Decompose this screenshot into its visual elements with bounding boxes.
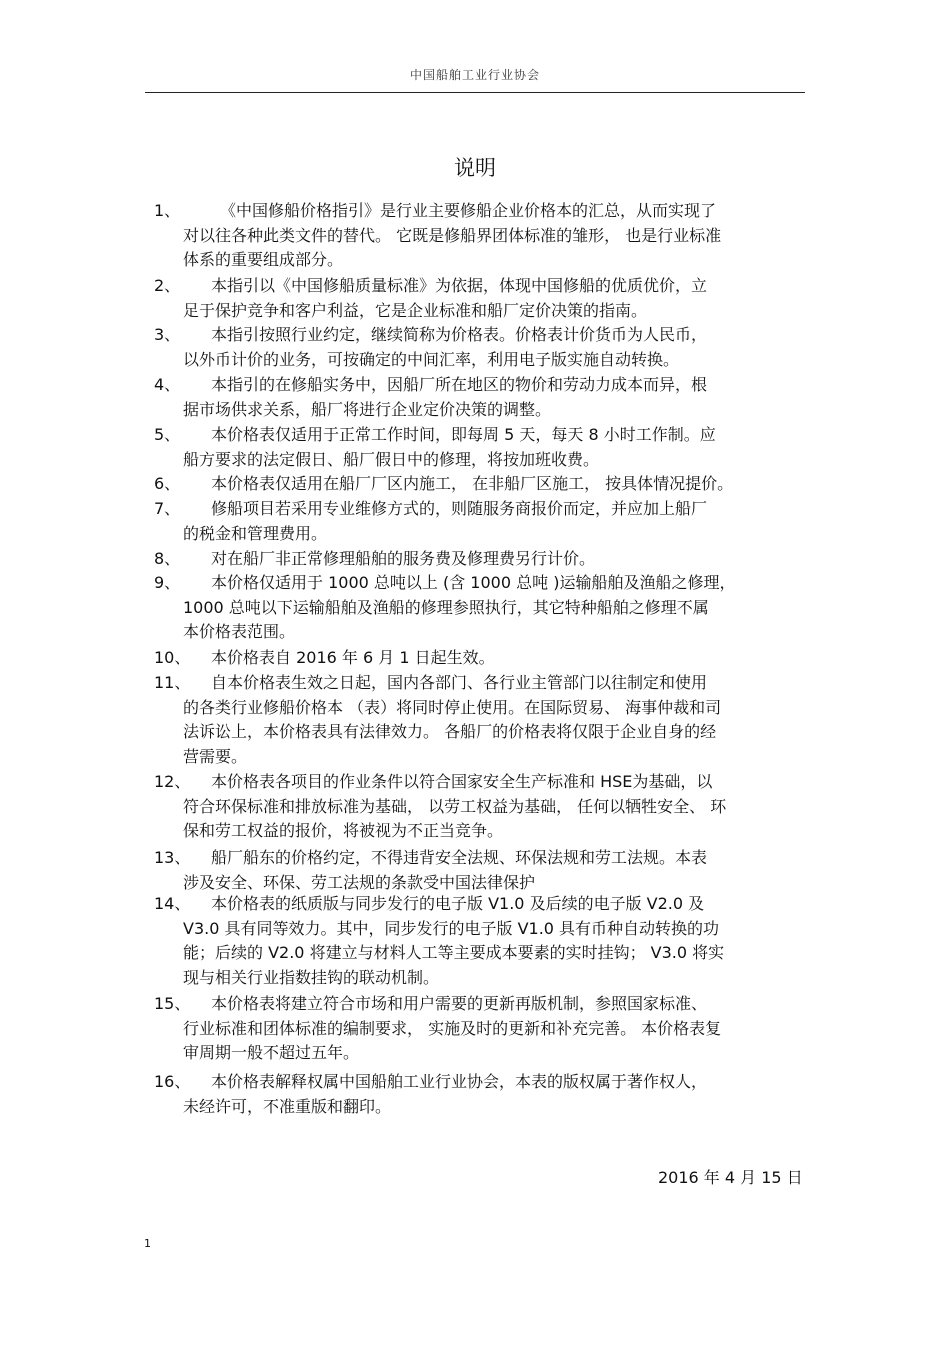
- clause-text-line: 本价格表解释权属中国船舶工业行业协会，本表的版权属于著作权人，: [211, 1072, 708, 1091]
- clause-text-line: 修船项目若采用专业维修方式的，则随服务商报价而定，并应加上船厂: [211, 499, 708, 518]
- clause-text-line: 本价格表将建立符合市场和用户需要的更新再版机制，参照国家标准、: [211, 994, 708, 1013]
- document-date: 2016 年 4 月 15 日: [658, 1168, 803, 1187]
- clause-number: 14、: [154, 894, 191, 913]
- clause-text-line: 本指引按照行业约定，继续简称为价格表。价格表计价货币为人民币，: [211, 325, 708, 344]
- clause-text-line: 本指引以《中国修船质量标准》为依据，体现中国修船的优质优价，立: [211, 276, 708, 295]
- clause-text-line: 的各类行业修船价格本 （表）将同时停止使用。在国际贸易、 海事仲裁和司: [183, 697, 722, 717]
- clause-text-line: 本价格表范围。: [183, 622, 296, 642]
- clause-text-line: 能；后续的 V2.0 将建立与材料人工等主要成本要素的实时挂钩； V3.0 将实: [183, 943, 725, 963]
- clause-number: 15、: [154, 994, 191, 1013]
- clause-text-line: 本价格仅适用于 1000 总吨以上 (含 1000 总吨 )运输船舶及渔船之修理，: [211, 573, 736, 592]
- clause-number: 8、: [154, 549, 181, 568]
- clause-number: 12、: [154, 772, 191, 791]
- clause-text-line: 据市场供求关系，船厂将进行企业定价决策的调整。: [183, 399, 552, 419]
- clause-text-line: 本价格表仅适用于正常工作时间，即每周 5 天，每天 8 小时工作制。应: [211, 425, 716, 444]
- clause-text-line: 本价格表自 2016 年 6 月 1 日起生效。: [211, 648, 495, 667]
- page-number: 1: [144, 1237, 151, 1250]
- clause-text-line: 审周期一般不超过五年。: [183, 1043, 360, 1063]
- clause-number: 13、: [154, 848, 191, 867]
- clause-text-line: 营需要。: [183, 746, 248, 766]
- clause-number: 1、: [154, 201, 181, 220]
- clause-text-line: 1000 总吨以下运输船舶及渔船的修理参照执行，其它特种船舶之修理不属: [183, 597, 709, 617]
- clause-number: 4、: [154, 375, 181, 394]
- clause-number: 9、: [154, 573, 181, 592]
- clause-number: 11、: [154, 673, 191, 692]
- clause-number: 3、: [154, 325, 181, 344]
- clause-number: 5、: [154, 425, 181, 444]
- clause-number: 6、: [154, 474, 181, 493]
- clause-text-line: 船方要求的法定假日、船厂假日中的修理，将按加班收费。: [183, 449, 600, 469]
- clause-text-line: 的税金和管理费用。: [183, 523, 328, 543]
- clause-text-line: 符合环保标准和排放标准为基础， 以劳工权益为基础， 任何以牺牲安全、 环: [183, 796, 727, 816]
- clause-text-line: 行业标准和团体标准的编制要求， 实施及时的更新和补充完善。 本价格表复: [183, 1018, 722, 1038]
- clause-text-line: 对在船厂非正常修理船舶的服务费及修理费另行计价。: [211, 549, 596, 568]
- clause-number: 2、: [154, 276, 181, 295]
- clause-number: 16、: [154, 1072, 191, 1091]
- clause-text-line: 船厂船东的价格约定，不得违背安全法规、环保法规和劳工法规。本表: [211, 848, 708, 867]
- clause-text-line: 自本价格表生效之日起，国内各部门、各行业主管部门以往制定和使用: [211, 673, 708, 692]
- clause-text-line: 本价格表的纸质版与同步发行的电子版 V1.0 及后续的电子版 V2.0 及: [211, 894, 705, 913]
- clause-number: 7、: [154, 499, 181, 518]
- clause-text-line: 未经许可，不准重版和翻印。: [183, 1096, 392, 1116]
- clause-text-line: 《中国修船价格指引》是行业主要修船企业价格本的汇总，从而实现了: [220, 201, 717, 220]
- page-title: 说明: [454, 156, 496, 180]
- clause-text-line: 本价格表各项目的作业条件以符合国家安全生产标准和 HSE为基础，以: [211, 772, 713, 791]
- clause-text-line: V3.0 具有同等效力。其中，同步发行的电子版 V1.0 具有币种自动转换的功: [183, 918, 720, 938]
- clause-text-line: 对以往各种此类文件的替代。 它既是修船界团体标准的雏形， 也是行业标准: [183, 225, 722, 245]
- clause-text-line: 足于保护竞争和客户利益，它是企业标准和船厂定价决策的指南。: [183, 300, 648, 320]
- clause-text-line: 保和劳工权益的报价，将被视为不正当竞争。: [183, 821, 504, 841]
- clause-text-line: 法诉讼上，本价格表具有法律效力。 各船厂的价格表将仅限于企业自身的经: [183, 722, 717, 742]
- running-header: 中国船舶工业行业协会: [409, 68, 540, 82]
- clause-number: 10、: [154, 648, 191, 667]
- clause-text-line: 本价格表仅适用在船厂厂区内施工， 在非船厂区施工， 按具体情况提价。: [211, 474, 734, 493]
- header-divider: [145, 92, 805, 93]
- clause-text-line: 本指引的在修船实务中，因船厂所在地区的物价和劳动力成本而异，根: [211, 375, 708, 394]
- clause-text-line: 以外币计价的业务，可按确定的中间汇率，利用电子版实施自动转换。: [183, 349, 680, 369]
- clause-text-line: 体系的重要组成部分。: [183, 250, 344, 270]
- clause-text-line: 现与相关行业指数挂钩的联动机制。: [183, 967, 440, 987]
- clause-text-line: 涉及安全、环保、劳工法规的条款受中国法律保护: [183, 872, 536, 892]
